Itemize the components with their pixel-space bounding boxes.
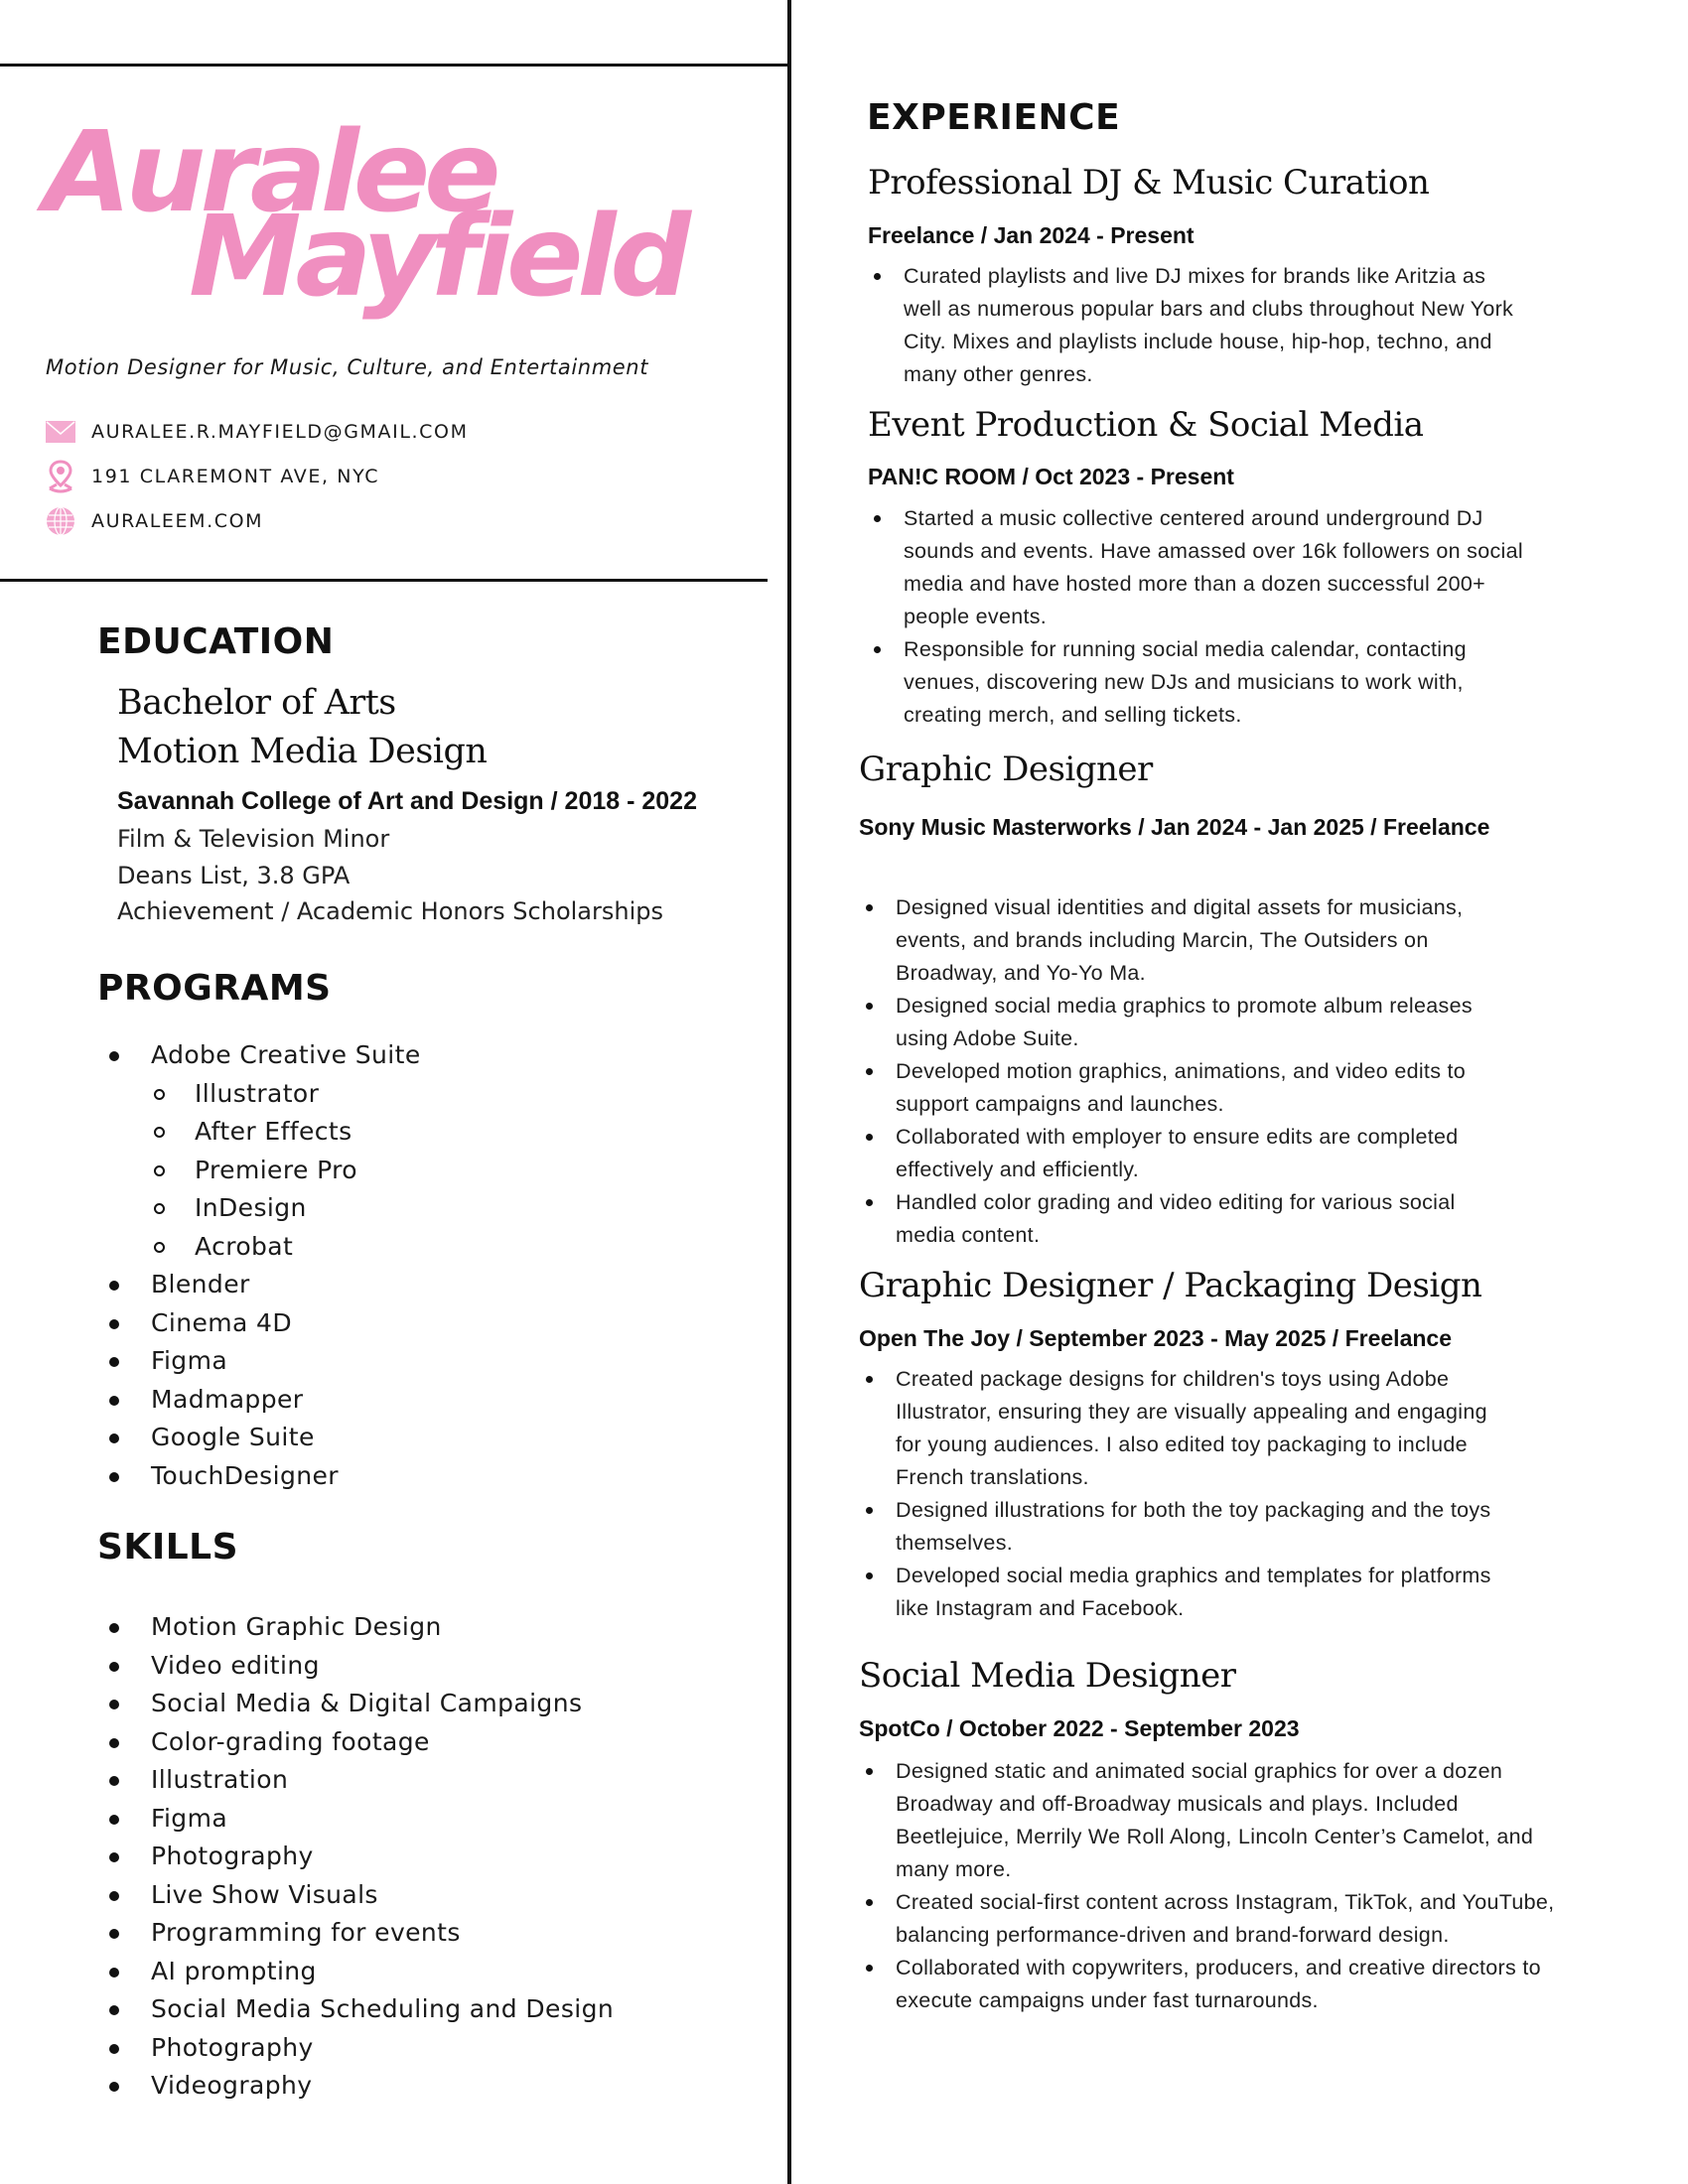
last-name: Mayfield (189, 193, 686, 322)
job-bullets (860, 1363, 1515, 1625)
bullet-icon (109, 1433, 119, 1443)
bullet-icon (109, 1662, 119, 1672)
program-label: Premiere Pro (195, 1155, 357, 1184)
bullet-icon (109, 1852, 119, 1862)
skill-label: Live Show Visuals (151, 1879, 378, 1909)
program-label: Blender (151, 1270, 250, 1298)
bullet-icon (109, 1396, 119, 1406)
skill-label: Motion Graphic Design (151, 1612, 442, 1641)
skill-item (107, 1723, 614, 1762)
bullet-icon (866, 1965, 873, 1972)
skill-label: Photography (151, 2032, 314, 2062)
top-divider (0, 64, 789, 67)
bullet-text: Designed static and animated social graphics for over a dozen Broadway and off-Broadway musicals and plays. Included Beetlejuice, Merrily We Roll Along, Lincoln Center’s Camelot, and many more. (896, 1759, 1534, 1881)
hollow-bullet-icon (154, 1242, 165, 1253)
bullet-icon (866, 1068, 873, 1075)
job-bullets (860, 1755, 1555, 2017)
job-bullets (868, 502, 1543, 732)
skill-item (107, 1761, 614, 1800)
skill-label: Figma (151, 1803, 228, 1833)
skill-item (107, 1685, 614, 1723)
school: Savannah College of Art and Design / 2018 - 2022 (117, 787, 697, 815)
job-bullet (860, 1121, 1515, 1186)
bullet-icon (866, 1376, 873, 1383)
bullet-icon (109, 2005, 119, 2015)
skill-item (107, 2067, 614, 2106)
job-meta: SpotCo / October 2022 - September 2023 (859, 1715, 1300, 1741)
program-label: Figma (151, 1346, 228, 1375)
bullet-text: Developed social media graphics and templates for platforms like Instagram and Facebook. (896, 1564, 1491, 1620)
job-title: Professional DJ & Music Curation (868, 163, 1430, 203)
job-title: Social Media Designer (859, 1656, 1236, 1696)
skills-title: SKILLS (97, 1527, 239, 1568)
skill-label: Videography (151, 2071, 313, 2100)
program-item (107, 1381, 421, 1420)
program-item (107, 1189, 421, 1228)
job-title: Event Production & Social Media (868, 405, 1424, 445)
job-meta: PAN!C ROOM / Oct 2023 - Present (868, 464, 1234, 489)
first-name: Auralee (44, 108, 495, 237)
bullet-text: Created social-first content across Instagram, TikTok, and YouTube, balancing performance-driven and brand-forward design. (896, 1890, 1555, 1947)
location-pin-icon (46, 462, 75, 491)
bullet-text: Handled color grading and video editing for various social media content. (896, 1190, 1456, 1247)
education-detail: Film & Television Minor (117, 825, 390, 853)
bullet-text: Created package designs for children's toys using Adobe Illustrator, ensuring they are visually appealing and engaging for young audiences. I also edited toy packaging to include French translations. (896, 1367, 1487, 1489)
hollow-bullet-icon (154, 1127, 165, 1138)
education-detail: Achievement / Academic Honors Scholarships (117, 897, 663, 925)
bullet-icon (874, 515, 881, 522)
bullet-text: Curated playlists and live DJ mixes for brands like Aritzia as well as numerous popular bars and clubs throughout New York City. Mixes and playlists include house, hip-hop, techno, and many other genres. (904, 264, 1514, 386)
program-item (107, 1152, 421, 1190)
experience-title: EXPERIENCE (867, 97, 1121, 138)
program-item (107, 1457, 421, 1496)
bullet-icon (109, 1891, 119, 1901)
bullet-icon (109, 1623, 119, 1633)
contact-email[interactable] (46, 417, 469, 447)
email-text[interactable]: AURALEE.R.MAYFIELD@GMAIL.COM (91, 421, 469, 443)
skill-label: Social Media Scheduling and Design (151, 1994, 615, 2023)
bullet-icon (109, 1357, 119, 1367)
globe-icon (46, 506, 75, 536)
bullet-text: Designed visual identities and digital assets for musicians, events, and brands including Marcin, The Outsiders on Broadway, and Yo-Yo Ma. (896, 895, 1464, 985)
bullet-text: Developed motion graphics, animations, and video edits to support campaigns and launches. (896, 1059, 1467, 1116)
job-bullet (860, 1494, 1515, 1560)
bullet-text: Collaborated with copywriters, producers, and creative directors to execute campaigns under fast turnarounds. (896, 1956, 1541, 2012)
bullet-icon (109, 1700, 119, 1709)
bullet-icon (109, 1051, 119, 1061)
address-text: 191 CLAREMONT AVE, NYC (91, 466, 380, 487)
skill-label: Programming for events (151, 1918, 461, 1947)
bullet-icon (866, 1768, 873, 1775)
program-item (107, 1075, 421, 1114)
bullet-text: Designed social media graphics to promote album releases using Adobe Suite. (896, 994, 1473, 1050)
bullet-icon (109, 1281, 119, 1291)
program-label: Cinema 4D (151, 1307, 293, 1337)
bullet-icon (874, 646, 881, 653)
skill-label: Video editing (151, 1650, 320, 1680)
bullet-icon (109, 1776, 119, 1786)
program-label: Google Suite (151, 1423, 315, 1451)
job-bullet (860, 1055, 1515, 1121)
degree: Bachelor of Arts (117, 683, 396, 723)
bullet-icon (109, 1968, 119, 1978)
website-link[interactable]: AURALEEM.COM (91, 510, 264, 532)
bullet-icon (874, 273, 881, 280)
bullet-text: Responsible for running social media calendar, contacting venues, discovering new DJs and musicians to work with, creating merch, and selling tickets. (904, 637, 1467, 727)
program-item (107, 1419, 421, 1457)
education-title: EDUCATION (97, 621, 335, 662)
bullet-icon (866, 1507, 873, 1514)
job-bullet (860, 1952, 1555, 2017)
skill-label: Social Media & Digital Campaigns (151, 1689, 583, 1717)
column-divider (787, 0, 791, 2184)
programs-title: PROGRAMS (97, 968, 332, 1009)
job-bullets (860, 891, 1515, 1252)
contact-address (46, 462, 379, 491)
job-title: Graphic Designer (859, 750, 1153, 789)
job-meta: Open The Joy / September 2023 - May 2025 / Freelance (859, 1325, 1452, 1351)
skill-item (107, 1800, 614, 1839)
skill-item (107, 1953, 614, 1991)
program-label: Illustrator (195, 1078, 320, 1108)
envelope-icon (46, 417, 75, 447)
bullet-text: Started a music collective centered around underground DJ sounds and events. Have amassed over 16k followers on social media and have hosted more than a dozen successful 200+ people events. (904, 506, 1523, 628)
program-label: TouchDesigner (151, 1460, 339, 1490)
skill-item (107, 1876, 614, 1915)
bullet-icon (109, 2082, 119, 2092)
bullet-icon (109, 1738, 119, 1748)
program-item (107, 1266, 421, 1304)
job-meta: Freelance / Jan 2024 - Present (868, 222, 1195, 248)
job-bullet (868, 502, 1543, 633)
skill-item (107, 1990, 614, 2029)
bullet-icon (866, 1899, 873, 1906)
job-bullet (860, 891, 1515, 990)
programs-list (107, 1036, 421, 1495)
job-bullet (860, 1363, 1515, 1494)
contact-website[interactable] (46, 506, 263, 536)
job-bullet (860, 1560, 1515, 1625)
program-label: InDesign (195, 1193, 307, 1222)
skill-label: Illustration (151, 1765, 289, 1794)
tagline: Motion Designer for Music, Culture, and Entertainment (46, 355, 649, 379)
skill-item (107, 1914, 614, 1953)
job-title: Graphic Designer / Packaging Design (859, 1266, 1482, 1305)
program-label: After Effects (195, 1117, 352, 1146)
program-label: Adobe Creative Suite (151, 1040, 421, 1069)
hollow-bullet-icon (154, 1089, 165, 1100)
job-meta: Sony Music Masterworks / Jan 2024 - Jan 2025 / Freelance (859, 814, 1490, 840)
skill-label: Color-grading footage (151, 1726, 430, 1756)
program-item (107, 1342, 421, 1381)
bullet-icon (866, 904, 873, 911)
bullet-text: Designed illustrations for both the toy packaging and the toys themselves. (896, 1498, 1491, 1555)
job-bullet (860, 1886, 1555, 1952)
program-item (107, 1304, 421, 1343)
bullet-icon (109, 1815, 119, 1825)
job-bullet (868, 633, 1543, 732)
bullet-text: Collaborated with employer to ensure edits are completed effectively and efficiently. (896, 1125, 1459, 1181)
program-label: Madmapper (151, 1384, 304, 1414)
job-bullet (860, 990, 1515, 1055)
skill-item (107, 1647, 614, 1686)
bullet-icon (109, 2044, 119, 2054)
major: Motion Media Design (117, 732, 488, 771)
job-bullets (868, 260, 1523, 391)
program-label: Acrobat (195, 1231, 294, 1261)
education-detail: Deans List, 3.8 GPA (117, 862, 351, 889)
program-item (107, 1036, 421, 1075)
job-bullet (860, 1186, 1515, 1252)
skill-item (107, 2029, 614, 2068)
program-item (107, 1113, 421, 1152)
skill-label: AI prompting (151, 1956, 317, 1985)
skill-label: Photography (151, 1842, 314, 1870)
bullet-icon (109, 1929, 119, 1939)
program-item (107, 1228, 421, 1267)
skill-item (107, 1608, 614, 1647)
hollow-bullet-icon (154, 1203, 165, 1214)
bullet-icon (109, 1319, 119, 1329)
header-divider (0, 579, 768, 582)
job-bullet (868, 260, 1523, 391)
hollow-bullet-icon (154, 1165, 165, 1176)
job-bullet (860, 1755, 1555, 1886)
bullet-icon (109, 1472, 119, 1482)
bullet-icon (866, 1572, 873, 1579)
bullet-icon (866, 1199, 873, 1206)
skill-item (107, 1838, 614, 1876)
bullet-icon (866, 1003, 873, 1010)
skills-list (107, 1608, 614, 2106)
bullet-icon (866, 1134, 873, 1141)
